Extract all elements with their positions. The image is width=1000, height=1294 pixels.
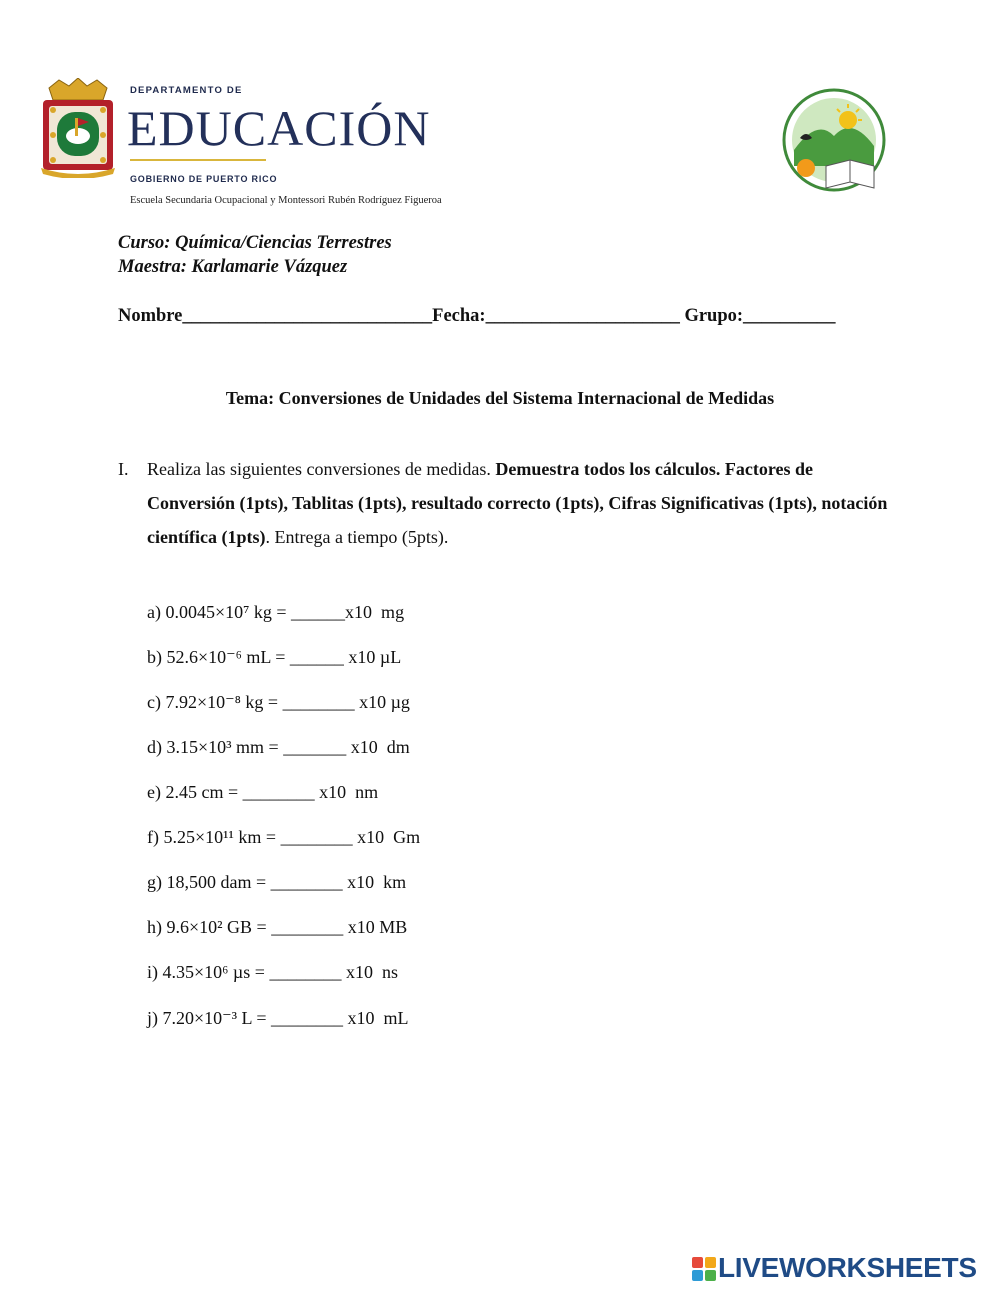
instructions-section	[118, 452, 888, 554]
exercise-f[interactable]: f) 5.25×10¹¹ km = ________ x10 Gm	[147, 827, 421, 847]
liveworksheets-text: LIVEWORKSHEETS	[718, 1252, 977, 1283]
puerto-rico-coat-of-arms-icon	[37, 78, 119, 178]
government-label: GOBIERNO DE PUERTO RICO	[130, 174, 278, 184]
exercise-i[interactable]: i) 4.35×10⁶ µs = ________ x10 ns	[147, 962, 398, 982]
school-logo-icon	[772, 88, 892, 200]
topic-title: Tema: Conversiones de Unidades del Sistema Internacional de Medidas	[225, 388, 775, 408]
exercise-h[interactable]: h) 9.6×10² GB = ________ x10 MB	[147, 917, 408, 937]
exercise-j[interactable]: j) 7.20×10⁻³ L = ________ x10 mL	[147, 1008, 409, 1028]
exercise-b[interactable]: b) 52.6×10⁻⁶ mL = ______ x10 µL	[147, 647, 402, 667]
exercise-e[interactable]: e) 2.45 cm = ________ x10 nm	[147, 782, 379, 802]
header-gold-rule	[130, 159, 266, 161]
department-title: EDUCACIÓN	[127, 100, 431, 156]
department-label: DEPARTAMENTO DE	[130, 85, 243, 96]
liveworksheets-logo-icon	[692, 1257, 716, 1281]
instructions-tail: . Entrega a tiempo (5pts).	[265, 527, 449, 547]
exercise-a[interactable]: a) 0.0045×10⁷ kg = ______x10 mg	[147, 602, 405, 622]
school-name: Escuela Secundaria Ocupacional y Montessori Rubén Rodríguez Figueroa	[130, 195, 442, 206]
name-date-group-fields[interactable]: Nombre___________________________Fecha:_____________________ Grupo:__________	[118, 306, 836, 326]
exercise-d[interactable]: d) 3.15×10³ mm = _______ x10 dm	[147, 737, 410, 757]
teacher-line: Maestra: Karlamarie Vázquez	[118, 257, 348, 277]
course-line: Curso: Química/Ciencias Terrestres	[118, 233, 392, 253]
exercise-g[interactable]: g) 18,500 dam = ________ x10 km	[147, 872, 407, 892]
instructions-intro: Realiza las siguientes conversiones de medidas.	[147, 459, 496, 479]
instructions-text	[147, 452, 888, 554]
section-numeral: I.	[118, 459, 129, 479]
instructions-criteria: Demuestra todos los cálculos. Factores de Conversión (1pts), Tablitas (1pts), resultado correcto (1pts), Cifras Significativas (1pts), notación científica (1pts)	[147, 459, 888, 547]
exercise-c[interactable]: c) 7.92×10⁻⁸ kg = ________ x10 µg	[147, 692, 410, 712]
